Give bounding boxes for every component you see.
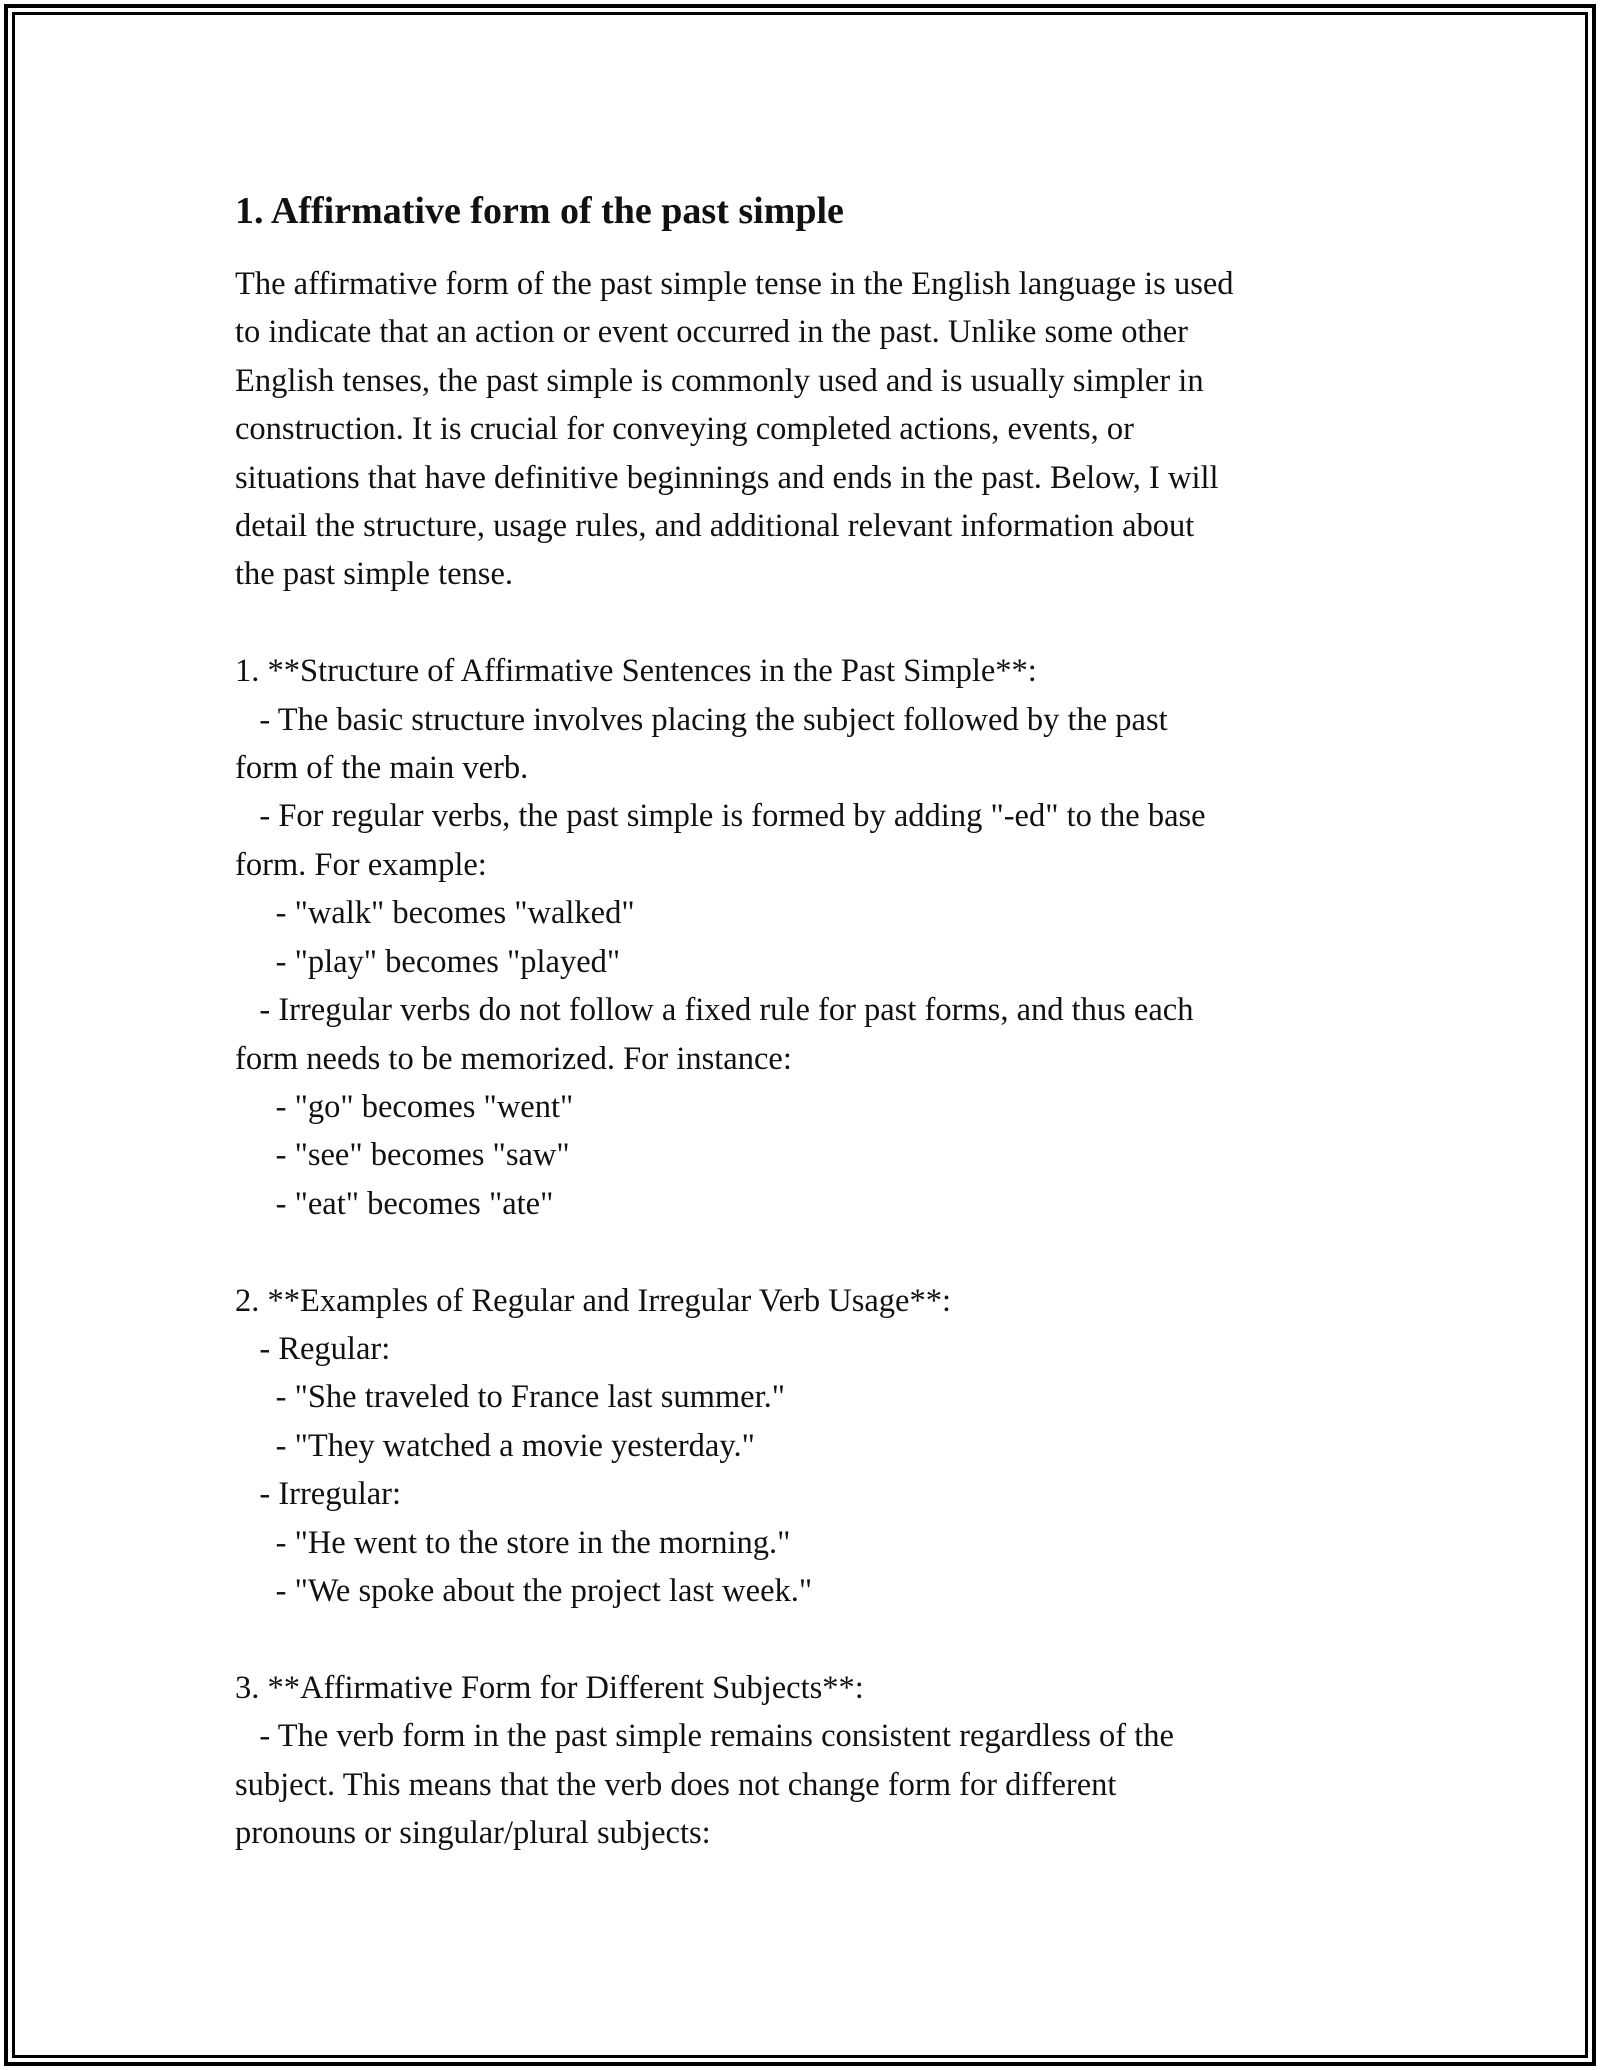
document-content [235,186,1375,1857]
section-heading: 1. Affirmative form of the past simple [235,190,844,232]
body-text: The affirmative form of the past simple tense in the English language is used to indicate that an action or event occurred in the past. Unlike some other English tenses, the past simple is commonly used and is usually simpler in construction. It is crucial for conveying completed actions, events, or situations that have definitive beginnings and ends in the past. Below, I will detail the structure, usage rules, and additional relevant information about the past simple tense. 1. **Structure of Affirmative Sentences in the Past Simple**: - The basic structure involves placing the subject followed by the past form of the main verb. - For regular verbs, the past simple is formed by adding "-ed" to the base form. For example: - "walk" becomes "walked" - "play" becomes "played" - Irregular verbs do not follow a fixed rule for past forms, and thus each form needs to be memorized. For instance: - "go" becomes "went" - "see" becomes "saw" - "eat" becomes "ate" 2. **Examples of Regular and Irregular Verb Usage**: - Regular: - "She traveled to France last summer." - "They watched a movie yesterday." - Irregular: - "He went to the store in the morning." - "We spoke about the project last week." 3. **Affirmative Form for Different Subjects**: - The verb form in the past simple remains consistent regardless of the subject. This means that the verb does not change form for different pronouns or singular/plural subjects: [235,266,1234,1851]
